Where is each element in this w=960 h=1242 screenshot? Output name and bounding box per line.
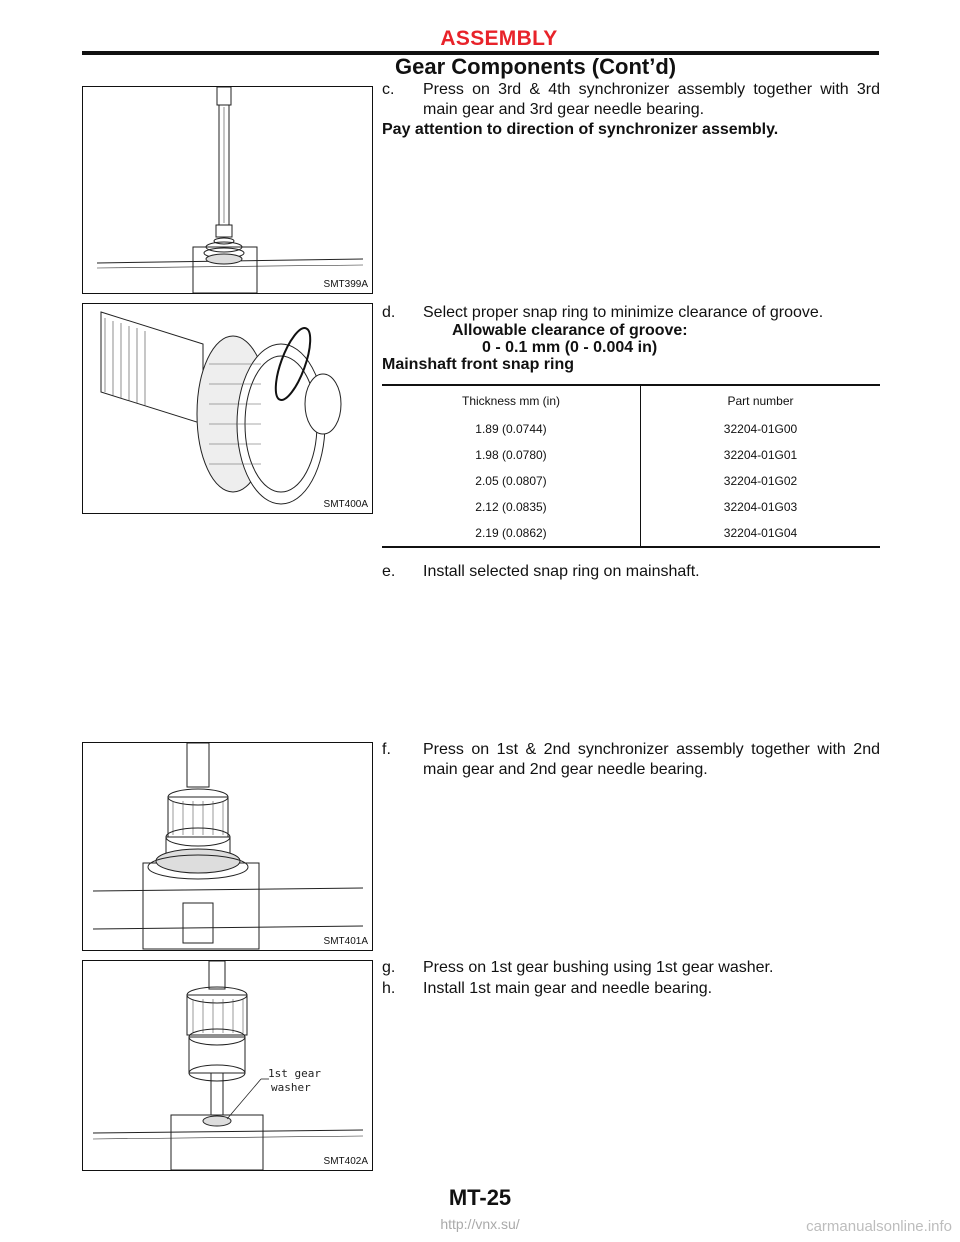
watermark: carmanualsonline.info — [806, 1218, 952, 1235]
page-heading: Gear Components (Cont’d) — [395, 54, 677, 79]
step-h — [382, 979, 880, 999]
part-number-cell: 32204-01G00 — [723, 422, 798, 436]
thickness-cell: 1.89 (0.0744) — [382, 416, 641, 442]
thickness-cell: 2.12 (0.0835) — [382, 494, 641, 520]
step-text: Install selected snap ring on mainshaft. — [423, 563, 700, 580]
step-d — [382, 303, 880, 323]
table-row — [382, 416, 880, 442]
step-text: Press on 3rd & 4th synchronizer assembly together with 3rd main gear and 3rd gear needle bearing. — [423, 81, 880, 118]
step-text: Select proper snap ring to minimize clearance of groove. — [423, 304, 824, 321]
thickness-cell: 2.19 (0.0862) — [382, 520, 641, 547]
figure-smt401a — [82, 742, 373, 951]
table-title: Mainshaft front snap ring — [382, 356, 574, 373]
clearance-value: 0 - 0.1 mm (0 - 0.004 in) — [482, 339, 658, 356]
step-text: Press on 1st gear bushing using 1st gear washer. — [423, 959, 774, 976]
callout-line-1: 1st gear — [268, 1067, 321, 1080]
source-link[interactable]: http://vnx.su/ — [440, 1216, 520, 1232]
thickness-cell: 2.05 (0.0807) — [382, 468, 641, 494]
part-number-cell: 32204-01G02 — [723, 474, 798, 488]
step-c-note: Pay attention to direction of synchronizer assembly. — [382, 121, 779, 138]
snap-ring-illustration — [83, 304, 372, 513]
step-marker: g. — [382, 959, 396, 976]
table-row — [382, 442, 880, 468]
synchronizer-press-illustration — [83, 743, 372, 950]
table-row — [382, 468, 880, 494]
part-number-cell: 32204-01G04 — [723, 526, 798, 540]
figure-label: SMT399A — [323, 279, 368, 290]
table-row — [382, 520, 880, 547]
step-text: Install 1st main gear and needle bearing. — [423, 980, 713, 997]
mainshaft-press-illustration — [83, 87, 372, 293]
step-g — [382, 958, 880, 978]
column-header-part-number: Part number — [727, 394, 794, 408]
section-title: ASSEMBLY — [440, 27, 558, 50]
step-marker: h. — [382, 980, 396, 997]
figure-smt399a — [82, 86, 373, 294]
table-row — [382, 494, 880, 520]
step-marker: d. — [382, 304, 396, 321]
clearance-label: Allowable clearance of groove: — [452, 322, 688, 339]
table-header-row — [382, 385, 880, 416]
column-header-thickness: Thickness mm (in) — [382, 385, 641, 416]
figure-smt402a — [82, 960, 373, 1171]
step-c — [382, 80, 880, 120]
part-number-cell: 32204-01G03 — [723, 500, 798, 514]
step-f — [382, 740, 880, 780]
step-marker: c. — [382, 81, 395, 98]
gear-washer-illustration — [83, 961, 372, 1170]
figure-label: SMT401A — [323, 936, 368, 947]
figure-label: SMT402A — [323, 1156, 368, 1167]
figure-label: SMT400A — [323, 499, 368, 510]
step-marker: f. — [382, 741, 391, 758]
page-number: MT-25 — [448, 1185, 512, 1210]
part-number-cell: 32204-01G01 — [723, 448, 798, 462]
figure-smt400a — [82, 303, 373, 514]
step-text: Press on 1st & 2nd synchronizer assembly together with 2nd main gear and 2nd gear needle bearing. — [423, 741, 880, 778]
step-marker: e. — [382, 563, 396, 580]
step-e — [382, 562, 880, 582]
callout-line-2: washer — [271, 1081, 311, 1094]
thickness-cell: 1.98 (0.0780) — [382, 442, 641, 468]
snap-ring-table — [382, 384, 880, 548]
